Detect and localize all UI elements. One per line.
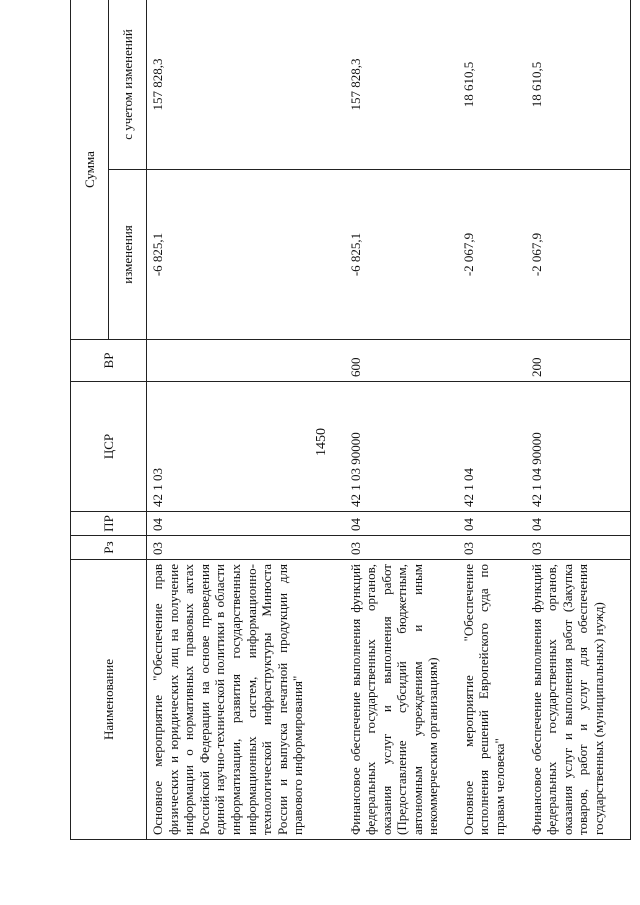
header-sum: Сумма: [71, 0, 109, 340]
row-rz: 03: [526, 536, 631, 560]
row-vr: [458, 340, 526, 382]
row-name: Финансовое обеспечение выполнения функций федеральных государственных органов, оказания услуг и выполнения работ (Закупка товаров, работ и услуг для обеспечения государственных (муниципальных) нужд): [526, 560, 631, 840]
header-change: изменения: [109, 170, 147, 340]
row-csr: 42 1 03 90000: [345, 382, 458, 512]
row-with-changes: 18 610,5: [526, 0, 631, 170]
row-change: -2 067,9: [458, 170, 526, 340]
header-csr: ЦСР: [71, 382, 147, 512]
header-vr: ВР: [71, 340, 147, 382]
header-rz: Рз: [71, 536, 147, 560]
row-vr: [147, 340, 345, 382]
budget-table: [70, 0, 631, 840]
row-name: Основное мероприятие "Обеспечение прав физических и юридических лиц на получение информации о нормативных правовых актах Российской Федерации на основе проведения единой научно-технической политики в области информатизации, развития государственных информационных систем, информационно-технологической инфраструктуры Минюста России и выпуска печатной продукции для правового информирования": [147, 560, 345, 840]
row-change: -6 825,1: [147, 170, 345, 340]
row-pr: 04: [345, 512, 458, 536]
row-change: -2 067,9: [526, 170, 631, 340]
row-change: -6 825,1: [345, 170, 458, 340]
row-csr: 42 1 04: [458, 382, 526, 512]
row-rz: 03: [147, 536, 345, 560]
row-vr: 200: [526, 340, 631, 382]
row-csr: 42 1 03: [147, 382, 345, 512]
header-name: Наименование: [71, 560, 147, 840]
header-with-changes: с учетом изменений: [109, 0, 147, 170]
table-row: [147, 0, 345, 840]
row-name: Основное мероприятие "Обеспечение исполнения решений Европейского суда по правам человека": [458, 560, 526, 840]
row-pr: 04: [147, 512, 345, 536]
row-with-changes: 18 610,5: [458, 0, 526, 170]
row-csr: 42 1 04 90000: [526, 382, 631, 512]
table-row: [458, 0, 526, 840]
budget-table-rotated: [70, 0, 640, 840]
row-rz: 03: [458, 536, 526, 560]
header-pr: ПР: [71, 512, 147, 536]
row-with-changes: 157 828,3: [147, 0, 345, 170]
row-with-changes: 157 828,3: [345, 0, 458, 170]
row-pr: 04: [458, 512, 526, 536]
row-pr: 04: [526, 512, 631, 536]
table-row: [345, 0, 458, 840]
row-rz: 03: [345, 536, 458, 560]
row-name: Финансовое обеспечение выполнения функций федеральных государственных органов, оказания услуг и выполнения работ (Предоставление субсидий бюджетным, автономным учреждениям и иным некоммерческим организациям): [345, 560, 458, 840]
table-row: [526, 0, 631, 840]
row-vr: 600: [345, 340, 458, 382]
page-number: 1450: [314, 428, 329, 456]
